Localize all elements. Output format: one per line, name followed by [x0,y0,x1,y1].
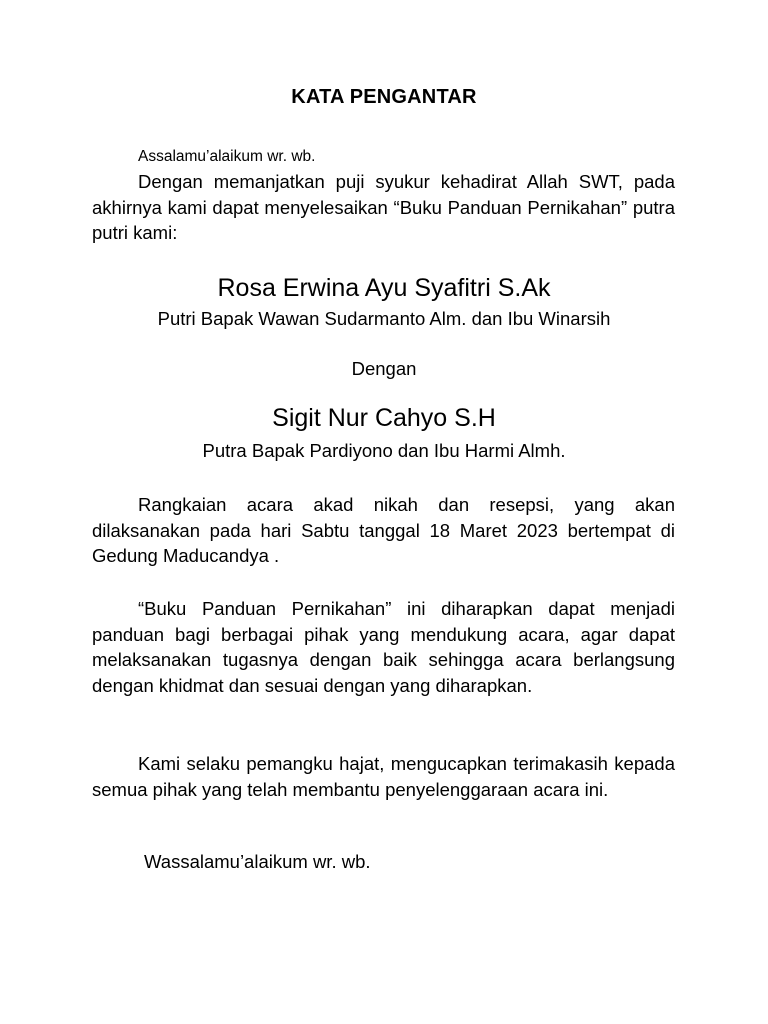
bride-parents: Putri Bapak Wawan Sudarmanto Alm. dan Ibu Winarsih [157,308,611,329]
bride-name: Rosa Erwina Ayu Syafitri S.Ak [217,274,551,302]
guide-paragraph: “Buku Panduan Pernikahan” ini diharapkan dapat menjadi panduan bagi berbagai pihak yang mendukung acara, agar dapat melaksanakan tugasnya dengan baik sehingga acara berlangsung dengan khidmat dan sesuai dengan yang diharapkan. [92,598,675,696]
opening-greeting: Assalamu’alaikum wr. wb. [138,148,316,165]
groom-parents: Putra Bapak Pardiyono dan Ibu Harmi Almh. [202,440,566,461]
page-title: KATA PENGANTAR [291,86,477,108]
event-paragraph: Rangkaian acara akad nikah dan resepsi, yang akan dilaksanakan pada hari Sabtu tanggal 18 Maret 2023 bertempat di Gedung Maducandya . [92,494,675,567]
groom-name: Sigit Nur Cahyo S.H [272,404,496,432]
connector-text: Dengan [351,358,417,379]
closing-greeting: Wassalamu’alaikum wr. wb. [144,851,371,872]
intro-paragraph: Dengan memanjatkan puji syukur kehadirat Allah SWT, pada akhirnya kami dapat menyelesaikan “Buku Panduan Pernikahan” putra putri kami: [92,171,675,244]
thanks-paragraph: Kami selaku pemangku hajat, mengucapkan terimakasih kepada semua pihak yang telah membantu penyelenggaraan acara ini. [92,753,675,800]
